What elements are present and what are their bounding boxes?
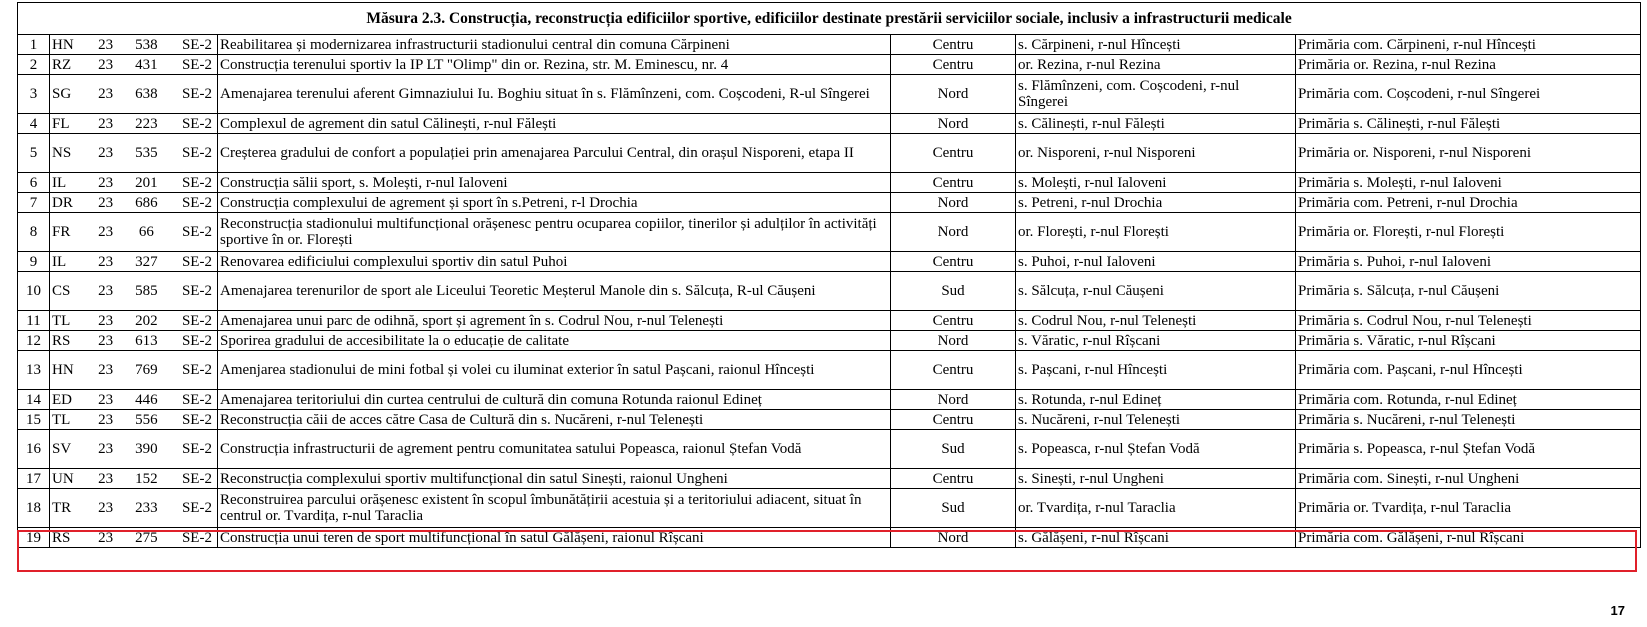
- year-code: 23: [98, 253, 114, 270]
- project-name: Reconstrucția căii de acces către Casa de Cultură din s. Nucăreni, r-nul Telenești: [218, 410, 891, 430]
- row-number: 1: [18, 35, 50, 55]
- beneficiary: Primăria or. Tvardița, r-nul Taraclia: [1296, 489, 1641, 528]
- project-name: Reconstrucția complexului sportiv multifuncțional din satul Sinești, raionul Ungheni: [218, 469, 891, 489]
- development-region: Nord: [891, 528, 1016, 548]
- project-id: 202: [135, 312, 158, 329]
- beneficiary: Primăria com. Pașcani, r-nul Hîncești: [1296, 351, 1641, 390]
- beneficiary: Primăria s. Codrul Nou, r-nul Telenești: [1296, 311, 1641, 331]
- project-id: 446: [135, 391, 158, 408]
- locality: or. Florești, r-nul Florești: [1016, 213, 1296, 252]
- development-region: Centru: [891, 173, 1016, 193]
- beneficiary: Primăria or. Rezina, r-nul Rezina: [1296, 55, 1641, 75]
- project-id: 275: [135, 529, 158, 546]
- measure-code: SE-2: [181, 312, 212, 329]
- table-row: [18, 252, 1641, 272]
- year-code: 23: [98, 411, 114, 428]
- development-region: Centru: [891, 252, 1016, 272]
- project-name: Reconstrucția stadionului multifuncțional orășenesc pentru ocuparea copiilor, tinerilor și adulților în activități sportive în or. Florești: [218, 213, 891, 252]
- measure-code: SE-2: [181, 529, 212, 546]
- project-code: [50, 390, 218, 410]
- beneficiary: Primăria s. Văratic, r-nul Rîșcani: [1296, 331, 1641, 351]
- beneficiary: Primăria com. Cărpineni, r-nul Hîncești: [1296, 35, 1641, 55]
- region-code: RZ: [52, 56, 72, 73]
- project-name: Amenjarea stadionului de mini fotbal și volei cu iluminat exterior în satul Pașcani, raionul Hîncești: [218, 351, 891, 390]
- development-region: Sud: [891, 489, 1016, 528]
- development-region: Centru: [891, 55, 1016, 75]
- beneficiary: Primăria s. Puhoi, r-nul Ialoveni: [1296, 252, 1641, 272]
- region-code: TL: [52, 411, 71, 428]
- year-code: 23: [98, 391, 114, 408]
- locality: s. Călinești, r-nul Fălești: [1016, 114, 1296, 134]
- project-name: Construcția complexului de agrement și sport în s.Petreni, r-l Drochia: [218, 193, 891, 213]
- locality: s. Văratic, r-nul Rîșcani: [1016, 331, 1296, 351]
- project-name: Reabilitarea și modernizarea infrastructurii stadionului central din comuna Cărpineni: [218, 35, 891, 55]
- project-code: [50, 193, 218, 213]
- project-code: [50, 331, 218, 351]
- project-code: [50, 213, 218, 252]
- measure-code: SE-2: [181, 145, 212, 161]
- year-code: 23: [98, 441, 114, 457]
- project-code: [50, 35, 218, 55]
- row-number: 14: [18, 390, 50, 410]
- development-region: Nord: [891, 213, 1016, 252]
- row-number: 18: [18, 489, 50, 528]
- development-region: Centru: [891, 35, 1016, 55]
- page-number: 17: [1610, 603, 1625, 618]
- beneficiary: Primăria com. Coșcodeni, r-nul Sîngerei: [1296, 75, 1641, 114]
- table-row: [18, 528, 1641, 548]
- measure-code: SE-2: [181, 411, 212, 428]
- project-id: 152: [135, 470, 158, 487]
- locality: s. Cărpineni, r-nul Hîncești: [1016, 35, 1296, 55]
- table-row: [18, 489, 1641, 528]
- region-code: SG: [52, 86, 72, 102]
- region-code: FR: [52, 224, 71, 240]
- year-code: 23: [98, 56, 114, 73]
- table-row: [18, 272, 1641, 311]
- locality: or. Tvardița, r-nul Taraclia: [1016, 489, 1296, 528]
- year-code: 23: [98, 500, 114, 516]
- project-name: Reconstruirea parcului orășenesc existent în scopul îmbunătățirii acestuia și a teritoriului adiacent, situat în centrul or. Tvardița, r-nul Taraclia: [218, 489, 891, 528]
- measure-code: SE-2: [181, 174, 212, 191]
- year-code: 23: [98, 86, 114, 102]
- project-id: 223: [135, 115, 158, 132]
- measure-code: SE-2: [181, 36, 212, 53]
- region-code: TL: [52, 312, 71, 329]
- development-region: Sud: [891, 272, 1016, 311]
- measure-code: SE-2: [181, 470, 212, 487]
- year-code: 23: [98, 529, 114, 546]
- measure-code: SE-2: [181, 391, 212, 408]
- locality: s. Molești, r-nul Ialoveni: [1016, 173, 1296, 193]
- region-code: UN: [52, 470, 74, 487]
- locality: s. Puhoi, r-nul Ialoveni: [1016, 252, 1296, 272]
- region-code: RS: [52, 332, 71, 349]
- locality: s. Nucăreni, r-nul Telenești: [1016, 410, 1296, 430]
- locality: s. Gălășeni, r-nul Rîșcani: [1016, 528, 1296, 548]
- table-title-row: [18, 3, 1641, 35]
- row-number: 2: [18, 55, 50, 75]
- development-region: Nord: [891, 193, 1016, 213]
- table-row: [18, 35, 1641, 55]
- measure-code: SE-2: [181, 283, 212, 299]
- projects-table-body: [18, 3, 1641, 548]
- projects-table: [17, 2, 1641, 548]
- project-id: 538: [135, 36, 158, 53]
- project-name: Renovarea edificiului complexului sportiv din satul Puhoi: [218, 252, 891, 272]
- project-id: 390: [135, 441, 158, 457]
- year-code: 23: [98, 312, 114, 329]
- row-number: 5: [18, 134, 50, 173]
- project-code: [50, 410, 218, 430]
- project-id: 233: [135, 500, 158, 516]
- development-region: Centru: [891, 311, 1016, 331]
- table-row: [18, 331, 1641, 351]
- beneficiary: Primăria com. Petreni, r-nul Drochia: [1296, 193, 1641, 213]
- table-row: [18, 469, 1641, 489]
- project-name: Amenajarea terenului aferent Gimnaziului Iu. Boghiu situat în s. Flămînzeni, com. Coșcodeni, R-ul Sîngerei: [218, 75, 891, 114]
- year-code: 23: [98, 174, 114, 191]
- table-row: [18, 351, 1641, 390]
- beneficiary: Primăria s. Molești, r-nul Ialoveni: [1296, 173, 1641, 193]
- locality: s. Sinești, r-nul Ungheni: [1016, 469, 1296, 489]
- project-name: Construcția infrastructurii de agrement pentru comunitatea satului Popeasca, raionul Ștefan Vodă: [218, 430, 891, 469]
- project-name: Amenajarea terenurilor de sport ale Liceului Teoretic Meșterul Manole din s. Sălcuța, R-ul Căușeni: [218, 272, 891, 311]
- project-name: Creșterea gradului de confort a populației prin amenajarea Parcului Central, din orașul Nisporeni, etapa II: [218, 134, 891, 173]
- measure-code: SE-2: [181, 362, 212, 378]
- table-row: [18, 311, 1641, 331]
- project-id: 66: [138, 224, 154, 240]
- row-number: 15: [18, 410, 50, 430]
- development-region: Nord: [891, 331, 1016, 351]
- region-code: ED: [52, 391, 72, 408]
- beneficiary: Primăria com. Gălășeni, r-nul Rîșcani: [1296, 528, 1641, 548]
- locality: s. Sălcuța, r-nul Căușeni: [1016, 272, 1296, 311]
- locality: s. Popeasca, r-nul Ștefan Vodă: [1016, 430, 1296, 469]
- row-number: 16: [18, 430, 50, 469]
- year-code: 23: [98, 36, 114, 53]
- year-code: 23: [98, 283, 114, 299]
- locality: or. Nisporeni, r-nul Nisporeni: [1016, 134, 1296, 173]
- locality: s. Petreni, r-nul Drochia: [1016, 193, 1296, 213]
- development-region: Nord: [891, 390, 1016, 410]
- project-id: 431: [135, 56, 158, 73]
- project-code: [50, 311, 218, 331]
- table-row: [18, 55, 1641, 75]
- project-id: 535: [135, 145, 158, 161]
- development-region: Centru: [891, 469, 1016, 489]
- project-id: 201: [135, 174, 158, 191]
- development-region: Nord: [891, 114, 1016, 134]
- row-number: 9: [18, 252, 50, 272]
- table-row: [18, 193, 1641, 213]
- locality: s. Rotunda, r-nul Edineț: [1016, 390, 1296, 410]
- project-code: [50, 528, 218, 548]
- row-number: 4: [18, 114, 50, 134]
- table-row: [18, 390, 1641, 410]
- project-id: 613: [135, 332, 158, 349]
- development-region: Nord: [891, 75, 1016, 114]
- region-code: NS: [52, 145, 72, 161]
- region-code: IL: [52, 174, 67, 191]
- row-number: 3: [18, 75, 50, 114]
- project-name: Construcția sălii sport, s. Molești, r-nul Ialoveni: [218, 173, 891, 193]
- region-code: HN: [52, 362, 74, 378]
- table-row: [18, 213, 1641, 252]
- row-number: 13: [18, 351, 50, 390]
- project-name: Amenajarea unui parc de odihnă, sport și agrement în s. Codrul Nou, r-nul Telenești: [218, 311, 891, 331]
- beneficiary: Primăria s. Sălcuța, r-nul Căușeni: [1296, 272, 1641, 311]
- region-code: SV: [52, 441, 72, 457]
- project-code: [50, 351, 218, 390]
- year-code: 23: [98, 194, 114, 211]
- beneficiary: Primăria s. Călinești, r-nul Fălești: [1296, 114, 1641, 134]
- region-code: DR: [52, 194, 73, 211]
- project-code: [50, 55, 218, 75]
- development-region: Centru: [891, 351, 1016, 390]
- project-code: [50, 489, 218, 528]
- measure-code: SE-2: [181, 253, 212, 270]
- year-code: 23: [98, 224, 114, 240]
- year-code: 23: [98, 145, 114, 161]
- locality: s. Pașcani, r-nul Hîncești: [1016, 351, 1296, 390]
- development-region: Centru: [891, 134, 1016, 173]
- row-number: 12: [18, 331, 50, 351]
- beneficiary: Primăria com. Sinești, r-nul Ungheni: [1296, 469, 1641, 489]
- project-code: [50, 114, 218, 134]
- locality: or. Rezina, r-nul Rezina: [1016, 55, 1296, 75]
- beneficiary: Primăria com. Rotunda, r-nul Edineț: [1296, 390, 1641, 410]
- measure-code: SE-2: [181, 441, 212, 457]
- measure-code: SE-2: [181, 500, 212, 516]
- measure-code: SE-2: [181, 86, 212, 102]
- measure-code: SE-2: [181, 115, 212, 132]
- row-number: 7: [18, 193, 50, 213]
- project-id: 769: [135, 362, 158, 378]
- table-row: [18, 410, 1641, 430]
- locality: s. Flămînzeni, com. Coșcodeni, r-nul Sîngerei: [1016, 75, 1296, 114]
- row-number: 10: [18, 272, 50, 311]
- region-code: FL: [52, 115, 70, 132]
- table-row: [18, 114, 1641, 134]
- row-number: 8: [18, 213, 50, 252]
- project-name: Construcția terenului sportiv la IP LT "Olimp" din or. Rezina, str. M. Eminescu, nr. 4: [218, 55, 891, 75]
- row-number: 11: [18, 311, 50, 331]
- year-code: 23: [98, 362, 114, 378]
- measure-code: SE-2: [181, 224, 212, 240]
- measure-title: Măsura 2.3. Construcția, reconstrucția edificiilor sportive, edificiilor destinate prestării serviciilor sociale, inclusiv a infrastructurii medicale: [18, 3, 1641, 35]
- project-code: [50, 469, 218, 489]
- project-name: Construcția unui teren de sport multifuncțional în satul Gălășeni, raionul Rîșcani: [218, 528, 891, 548]
- project-code: [50, 134, 218, 173]
- project-name: Amenajarea teritoriului din curtea centrului de cultură din comuna Rotunda raionul Edineț: [218, 390, 891, 410]
- row-number: 17: [18, 469, 50, 489]
- region-code: RS: [52, 529, 71, 546]
- region-code: IL: [52, 253, 67, 270]
- project-code: [50, 252, 218, 272]
- measure-code: SE-2: [181, 332, 212, 349]
- project-code: [50, 430, 218, 469]
- project-id: 686: [135, 194, 158, 211]
- project-id: 327: [135, 253, 158, 270]
- development-region: Centru: [891, 410, 1016, 430]
- measure-code: SE-2: [181, 194, 212, 211]
- region-code: CS: [52, 283, 71, 299]
- table-row: [18, 134, 1641, 173]
- beneficiary: Primăria s. Nucăreni, r-nul Telenești: [1296, 410, 1641, 430]
- project-code: [50, 75, 218, 114]
- year-code: 23: [98, 332, 114, 349]
- beneficiary: Primăria s. Popeasca, r-nul Ștefan Vodă: [1296, 430, 1641, 469]
- measure-code: SE-2: [181, 56, 212, 73]
- project-code: [50, 272, 218, 311]
- locality: s. Codrul Nou, r-nul Telenești: [1016, 311, 1296, 331]
- beneficiary: Primăria or. Nisporeni, r-nul Nisporeni: [1296, 134, 1641, 173]
- beneficiary: Primăria or. Florești, r-nul Florești: [1296, 213, 1641, 252]
- region-code: HN: [52, 36, 74, 53]
- project-id: 556: [135, 411, 158, 428]
- project-code: [50, 173, 218, 193]
- year-code: 23: [98, 470, 114, 487]
- year-code: 23: [98, 115, 114, 132]
- project-id: 585: [135, 283, 158, 299]
- table-row: [18, 173, 1641, 193]
- project-name: Sporirea gradului de accesibilitate la o educație de calitate: [218, 331, 891, 351]
- table-row: [18, 430, 1641, 469]
- development-region: Sud: [891, 430, 1016, 469]
- row-number: 19: [18, 528, 50, 548]
- region-code: TR: [52, 500, 72, 516]
- table-row: [18, 75, 1641, 114]
- project-name: Complexul de agrement din satul Călinești, r-nul Fălești: [218, 114, 891, 134]
- row-number: 6: [18, 173, 50, 193]
- project-id: 638: [135, 86, 158, 102]
